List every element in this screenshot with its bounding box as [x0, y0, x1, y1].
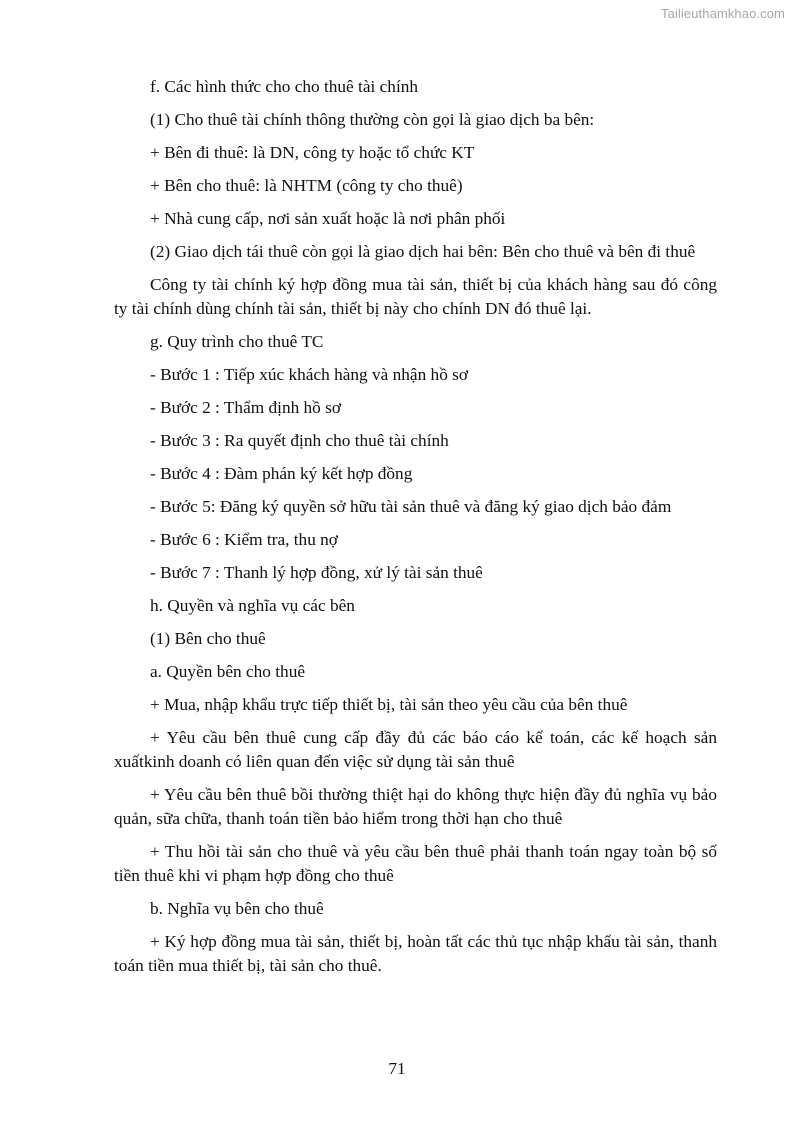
list-item: + Nhà cung cấp, nơi sản xuất hoặc là nơi phân phối: [150, 209, 506, 228]
subheading: b. Nghĩa vụ bên cho thuê: [150, 899, 324, 918]
list-item: + Thu hồi tài sản cho thuê và yêu cầu bên thuê phải thanh toán ngay toàn bộ số tiền thuê khi vi phạm hợp đồng cho thuê: [114, 842, 717, 885]
list-item: + Yêu cầu bên thuê bồi thường thiệt hại do không thực hiện đầy đủ nghĩa vụ bảo quản, sữa chữa, thanh toán tiền bảo hiểm trong thời hạn cho thuê: [114, 785, 717, 828]
list-item: + Yêu cầu bên thuê cung cấp đầy đủ các báo cáo kế toán, các kế hoạch sản xuấtkinh doanh có liên quan đến việc sử dụng tài sản thuê: [114, 728, 717, 771]
list-item: + Mua, nhập khẩu trực tiếp thiết bị, tài sản theo yêu cầu của bên thuê: [150, 695, 628, 714]
watermark-text: Tailieuthamkhao.com: [660, 6, 785, 21]
step-item: - Bước 1 : Tiếp xúc khách hàng và nhận hồ sơ: [150, 365, 469, 384]
list-item: + Ký hợp đồng mua tài sản, thiết bị, hoàn tất các thủ tục nhập khẩu tài sản, thanh toán tiền mua thiết bị, tài sản cho thuê.: [114, 932, 717, 975]
step-item: - Bước 5: Đăng ký quyền sở hữu tài sản thuê và đăng ký giao dịch bảo đảm: [150, 497, 672, 516]
subheading: a. Quyền bên cho thuê: [150, 662, 305, 681]
step-item: - Bước 2 : Thẩm định hồ sơ: [150, 398, 342, 417]
section-heading-g: g. Quy trình cho thuê TC: [150, 332, 324, 351]
document-body: [114, 75, 717, 987]
subheading: (1) Bên cho thuê: [150, 629, 266, 648]
step-item: - Bước 3 : Ra quyết định cho thuê tài chính: [150, 431, 449, 450]
list-item: + Bên đi thuê: là DN, công ty hoặc tổ chức KT: [150, 143, 475, 162]
step-item: - Bước 4 : Đàm phán ký kết hợp đồng: [150, 464, 413, 483]
paragraph: (2) Giao dịch tái thuê còn gọi là giao dịch hai bên: Bên cho thuê và bên đi thuê: [150, 242, 696, 261]
list-item: + Bên cho thuê: là NHTM (công ty cho thuê): [150, 176, 463, 195]
step-item: - Bước 6 : Kiểm tra, thu nợ: [150, 530, 338, 549]
step-item: - Bước 7 : Thanh lý hợp đồng, xử lý tài sản thuê: [150, 563, 483, 582]
paragraph: Công ty tài chính ký hợp đồng mua tài sản, thiết bị của khách hàng sau đó công ty tài chính dùng chính tài sản, thiết bị này cho chính DN đó thuê lại.: [114, 275, 717, 318]
page-number: 71: [388, 1059, 406, 1078]
section-heading-f: f. Các hình thức cho cho thuê tài chính: [150, 77, 419, 96]
paragraph: (1) Cho thuê tài chính thông thường còn gọi là giao dịch ba bên:: [150, 110, 595, 129]
section-heading-h: h. Quyền và nghĩa vụ các bên: [150, 596, 355, 615]
